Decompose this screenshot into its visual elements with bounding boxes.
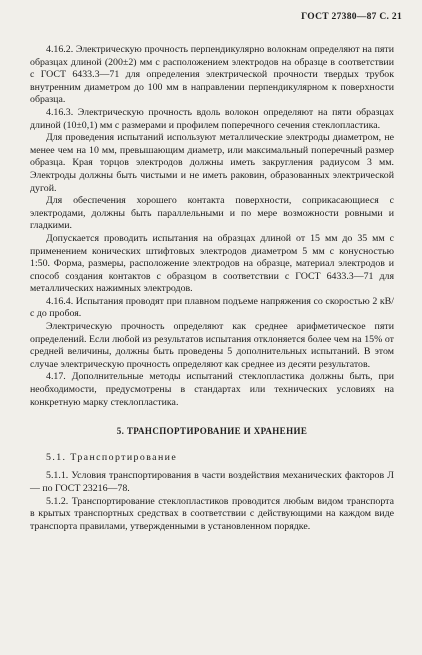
- paragraph-4-17: 4.17. Дополнительные методы испытаний стеклопластика должны быть, при необходимости, предусмотрены в стандартах или технических условиях на конкретную марку стеклопластика.: [30, 371, 394, 408]
- paragraph-4-16-2: 4.16.2. Электрическую прочность перпендикулярно волокнам определяют на пяти образцах длиной (200±2) мм с расположением электродов на образце в соответствии с ГОСТ 6433.3—71 для определения электрической прочности твердых трубок внутренним диаметром до 100 мм в направлении перпендикулярном к поверхности образца.: [30, 44, 394, 106]
- paragraph-contact: Для обеспечения хорошего контакта поверхности, соприкасающиеся с электродами, должны быть параллельными и по мере возможности ровными и гладкими.: [30, 195, 394, 232]
- paragraph-alternative-samples: Допускается проводить испытания на образцах длиной от 15 мм до 35 мм с применением конических штифтовых электродов диаметром 5 мм с конусностью 1:50. Форма, размеры, расположение электродов на образце, материал электродов и способ создания контактов с образцом в соответствии с ГОСТ 6433.3—71 для металлических нажимных электродов.: [30, 232, 394, 295]
- paragraph-5-1-2: 5.1.2. Транспортирование стеклопластиков проводится любым видом транспорта в крытых транспортных средствах в соответствии с действующими на каждом виде транспорта правилами, утвержденными в установленном порядке.: [30, 495, 394, 532]
- page-header: ГОСТ 27380—87 С. 21: [301, 12, 402, 22]
- paragraph-4-16-4: 4.16.4. Испытания проводят при плавном подъеме напряжения со скоростью 2 кВ/с до пробоя.: [30, 295, 394, 320]
- paragraph-strength-calc: Электрическую прочность определяют как среднее арифметическое пяти определений. Если любой из результатов испытания отклоняется более чем на 15% от средней величины, должны быть проведены 5 дополнительных испытаний. В этом случае электрическую прочность определяют как среднее из десяти результатов.: [30, 321, 394, 370]
- paragraph-4-16-3: 4.16.3. Электрическую прочность вдоль волокон определяют на пяти образцах длиной (10±0,1) мм с размерами и профилем поперечного сечения стеклопластика.: [30, 106, 394, 131]
- section-title: 5. ТРАНСПОРТИРОВАНИЕ И ХРАНЕНИЕ: [116, 426, 308, 437]
- paragraph-5-1-1: 5.1.1. Условия транспортирования в части воздействия механических факторов Л — по ГОСТ 23216—78.: [30, 470, 394, 494]
- subsection-title: 5.1. Транспортирование: [46, 451, 178, 463]
- document-body: [30, 44, 394, 533]
- paragraph-electrodes: Для проведения испытаний используют металлические электроды диаметром, не менее чем на 10 мм, превышающим диаметр, или максимальный поперечный размер образца. Края торцов электродов должны иметь закругления радиусом 3 мм. Электроды должны быть чистыми и не иметь раковин, образованных электрической дугой.: [30, 132, 394, 194]
